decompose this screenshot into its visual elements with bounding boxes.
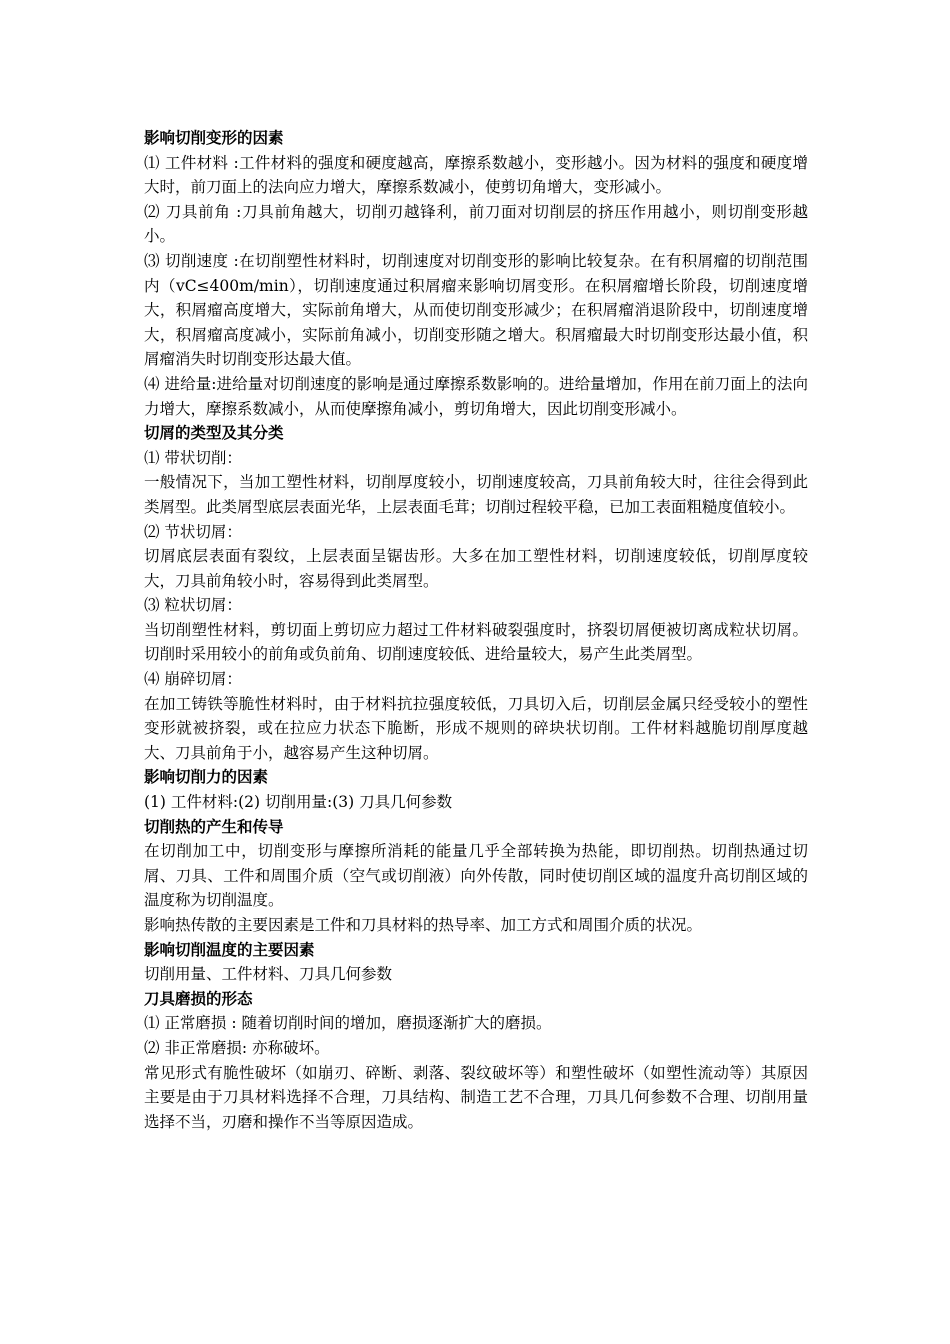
paragraph: ⑶ 粒状切屑： (144, 596, 242, 615)
document-body (144, 126, 808, 1134)
paragraph: 切削用量、工件材料、刀具几何参数 (144, 965, 393, 984)
paragraph: 常见形式有脆性破坏（如崩刃、碎断、剥落、裂纹破坏等）和塑性破坏（如塑性流动等）其原因主要是由于刀具材料选择不合理，刀具结构、制造工艺不合理，刀具几何参数不合理、切削用量选择不当，刃磨和操作不当等原因造成。 (144, 1063, 808, 1131)
paragraph: ⑵ 刀具前角 :刀具前角越大，切削刃越锋利，前刀面对切削层的挤压作用越小，则切削变形越小。 (144, 202, 808, 246)
paragraph: ⑶ 切削速度 :在切削塑性材料时，切削速度对切削变形的影响比较复杂。在有积屑瘤的切削范围内（vC≤400m/min），切削速度通过积屑瘤来影响切屑变形。在积屑瘤增长阶段，切削速度增大，积屑瘤高度增大，实际前角增大，从而使切削变形减少；在积屑瘤消退阶段中，切削速度增大，积屑瘤高度减小，实际前角减小，切削变形随之增大。积屑瘤最大时切削变形达最小值，积屑瘤消失时切削变形达最大值。 (144, 251, 808, 369)
paragraph: 当切削塑性材料，剪切面上剪切应力超过工件材料破裂强度时，挤裂切屑便被切离成粒状切屑。切削时采用较小的前角或负前角、切削速度较低、进给量较大，易产生此类屑型。 (144, 620, 808, 664)
paragraph: ⑷ 崩碎切屑： (144, 670, 242, 689)
section-heading: 切屑的类型及其分类 (144, 424, 284, 443)
paragraph: ⑵ 非正常磨损: 亦称破坏。 (144, 1038, 330, 1057)
paragraph: ⑵ 节状切屑： (144, 522, 242, 541)
paragraph: ⑷ 进给量:进给量对切削速度的影响是通过摩擦系数影响的。进给量增加，作用在前刀面上的法向力增大，摩擦系数减小，从而使摩擦角减小，剪切角增大，因此切削变形减小。 (144, 374, 808, 418)
paragraph: ⑴ 正常磨损 : 随着切削时间的增加，磨损逐渐扩大的磨损。 (144, 1014, 552, 1033)
paragraph: 切屑底层表面有裂纹，上层表面呈锯齿形。大多在加工塑性材料，切削速度较低，切削厚度较大，刀具前角较小时，容易得到此类屑型。 (144, 547, 808, 590)
section-heading: 刀具磨损的形态 (144, 989, 253, 1008)
section-heading: 切削热的产生和传导 (144, 817, 284, 836)
paragraph: ⑴ 工件材料 :工件材料的强度和硬度越高，摩擦系数越小，变形越小。因为材料的强度和硬度增大时，前刀面上的法向应力增大，摩擦系数减小，使剪切角增大，变形减小。 (144, 153, 808, 197)
paragraph: ⑴ 带状切削： (144, 448, 242, 467)
paragraph: 一般情况下，当加工塑性材料，切削厚度较小，切削速度较高，刀具前角较大时，往往会得到此类屑型。此类屑型底层表面光华，上层表面毛茸；切削过程较平稳，已加工表面粗糙度值较小。 (144, 473, 808, 516)
paragraph: 影响热传散的主要因素是工件和刀具材料的热导率、加工方式和周围介质的状况。 (144, 916, 703, 934)
section-heading: 影响切削力的因素 (144, 768, 269, 787)
paragraph: 在加工铸铁等脆性材料时，由于材料抗拉强度较低，刀具切入后，切削层金属只经受较小的塑性变形就被挤裂，或在拉应力状态下脆断，形成不规则的碎块状切削。工件材料越脆切削厚度越大、刀具前角于小，越容易产生这种切屑。 (144, 694, 808, 762)
section-heading: 影响切削温度的主要因素 (144, 940, 315, 959)
paragraph: (1) 工件材料:(2) 切削用量:(3) 刀具几何参数 (144, 793, 453, 812)
section-heading: 影响切削变形的因素 (144, 129, 284, 147)
paragraph: 在切削加工中，切削变形与摩擦所消耗的能量几乎全部转换为热能，即切削热。切削热通过切屑、刀具、工件和周围介质（空气或切削液）向外传散，同时使切削区域的温度升高切削区域的温度称为切削温度。 (144, 842, 808, 910)
